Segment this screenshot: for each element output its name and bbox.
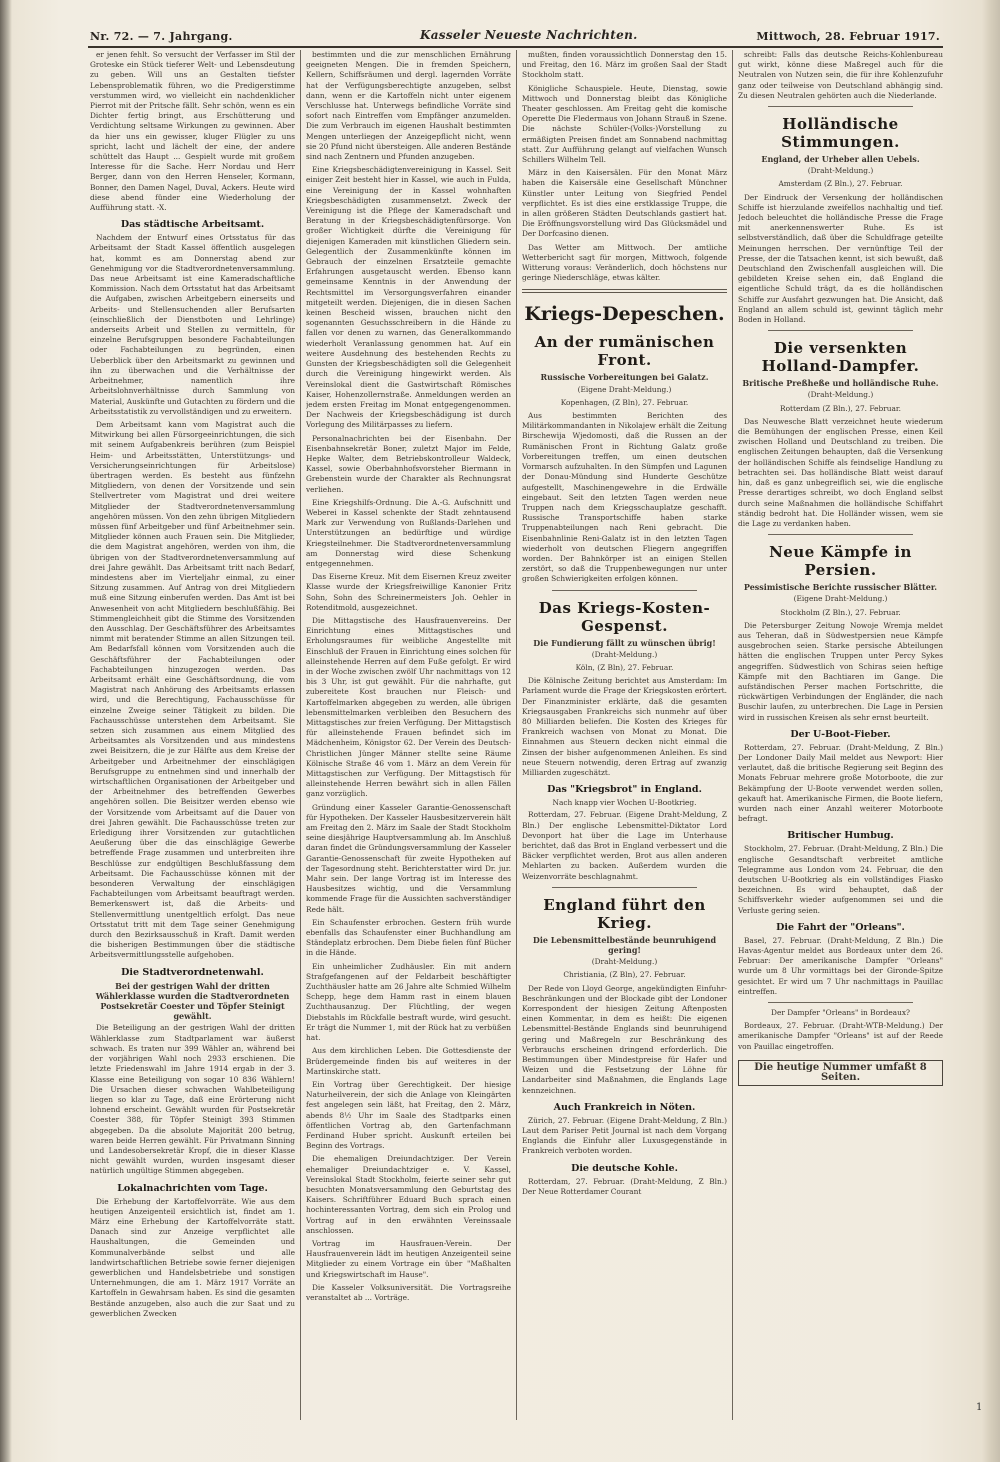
page-count-notice: Die heutige Nummer umfaßt 8 Seiten. [738, 1060, 943, 1086]
article-text: mußten, finden voraussichtlich Donnerstag den 15. und Freitag, den 16. März im großen Saal der Stadt Stockholm statt. [522, 50, 727, 80]
article-text: Ein Vortrag über Gerechtigkeit. Der hiesige Naturheilverein, der sich die Anlage von Kleingärten fest angelegen sein läßt, hat Freitag, den 2. März, abends 8½ Uhr im Saale des Stadtparks einen öffentlichen Vortrag ab, den Gartenfachmann Ferdinand Huber spricht. Auskunft erteilen bei Beginn des Vortrags. [306, 1079, 511, 1151]
divider [768, 534, 913, 535]
dateline: Christiania, (Z Bln), 27. Februar. [563, 970, 686, 980]
dateline: Stockholm (Z Bln.), 27. Februar. [780, 607, 901, 617]
dateline: Kopenhagen, (Z Bln), 27. Februar. [560, 397, 689, 407]
source-line: (Draht-Meldung.) [591, 957, 658, 967]
article-text: Die Erhebung der Kartoffelvorräte. Wie aus dem heutigen Anzeigenteil ersichtlich ist, findet am 1. März eine Erhebung der Kartoffelvorräte statt. Danach sind zur Anzeige verpflichtet alle Haushaltungen, die Gemeinden und Kommunalverbände selbst und alle landwirtschaftlichen Betriebe sowie ferner diejenigen gewerblichen und Handelsbetriebe und sonstigen Unternehmungen, die am 1. März 1917 Vorräte an Kartoffeln in Gewahrsam haben. Es sind die gesamten Bestände anzugeben, also auch die zur Saat und zu gewerblichen Zwecken [90, 1196, 295, 1318]
article-text: Das Neuwesche Blatt verzeichnet heute wiederum die Bemühungen der englischen Presse, einen Keil zwischen Holland und Deutschland zu treiben. Die englischen Zeitungen behaupten, daß die Versenkung der holländischen Schiffe als feindselige Handlung zu betrachten sei. Das holländische Blatt weist darauf hin, daß es ganz unbegreiflich sei, wie die englische Presse derartiges schreibt, wo doch England selbst durch seine Maßnahmen die holländische Schiffahrt ständig bedroht hat. Die Holländer wissen, wem sie die Lage zu verdanken haben. [738, 416, 943, 528]
masthead [90, 28, 940, 46]
column-2 [306, 50, 511, 1430]
page-mark: 1 [976, 1402, 983, 1413]
newspaper-title: Kasseler Neueste Nachrichten. [420, 28, 638, 42]
article-text: Der Rede von Lloyd George, angekündigten Einfuhr-Beschränkungen und der Blockade gibt der Londoner Korrespondent der hiesigen Zeitung Aftenposten einen Kommentar, in dem es heißt: Die eigenen Lebensmittel-Bestände Englands sind beunruhigend gering und Maßregeln zur Beschränkung des Verbrauchs erscheinen dringend erforderlich. Die Bestimmungen über Mindestpreise für Hafer und Weizen und die Festsetzung der Löhne für Landarbeiter sind Maßnahmen, die Englands Lage kennzeichnen. [522, 983, 727, 1095]
article-text: Rotterdam, 27. Februar. (Draht-Meldung, Z Bln.) Der Londoner Daily Mail meldet aus Newport: Hier verlautet, daß die britische Regierung seit Beginn des Monats Februar mehrere große Motorboote, die zur Bekämpfung der U-Boote verwendet werden sollen, gekauft hat. Amerikanische Firmen, die Boote liefern, wurden nach einer Anzahl weiterer Motorboote befragt. [738, 742, 943, 824]
headline-england-krieg: England führt den Krieg. [543, 895, 706, 932]
source-line: (Eigene Draht-Meldung.) [577, 384, 672, 394]
article-text: Aus bestimmten Berichten des Militärkommandanten in Nikolajew erhält die Zeitung Birschewija Wjedomosti, daß die Russen an der Rumänischen Front in Richtung Galatz große Vorbereitungen treffen, um einen deutschen Vormarsch aufzuhalten. In den Sümpfen und Lagunen der Donau-Mündung sind Hunderte Geschütze aufgestellt, Maschinengewehre in die Erdwälle eingebaut. Seit den letzten Tagen werden neue Truppen nach dem Kriegsschauplatze geschafft. Russische Transportschiffe haben starke Truppenabteilungen nach Reni gebracht. Die Eisenbahnlinie Reni-Galatz ist in den letzten Tagen wiederholt von deutschen Fliegern angegriffen worden. Der Bahnkörper ist an einigen Stellen zerstört, so daß die Truppenbewegungen nur unter großen Schwierigkeiten erfolgen können. [522, 411, 727, 584]
masthead-rule [88, 46, 943, 48]
headline-persien: Neue Kämpfe in Persien. [769, 543, 912, 580]
subheadline: Die Lebensmittelbestände beunruhigend gering! [532, 934, 717, 955]
source-line: (Eigene Draht-Meldung.) [793, 594, 888, 604]
subheadline: Bei der gestrigen Wahl der dritten Wählerklasse wurden die Stadtverordneten Postsekretär Coester und Töpfer Steinigt gewählt. [95, 980, 290, 1022]
headline-orleans-bordeaux: Der Dampfer "Orleans" in Bordeaux? [771, 1008, 910, 1018]
page-edge-right [982, 0, 1000, 1462]
headline-holland-dampfer: Die versenkten Holland-Dampfer. [761, 339, 920, 376]
headline-kriegsbrot: Das "Kriegsbrot" in England. [547, 784, 702, 796]
article-text: Die Mittagstische des Hausfrauenvereins. Der Einrichtung eines Mittagstisches und Erholungsraumes für weibliche Angestellte mit Einschluß der Frauen in Einrichtung eines solchen für alleinstehende Herren auf dem Fuße gefolgt. Er wird in der Woche zwischen zwölf Uhr nachmittags von 12 bis 3 Uhr, ist gut gewählt. Für die nahrhafte, gut zubereitete Kost brauchen nur Fleisch- und Kartoffelmarken abgegeben zu werden, alle übrigen lebensmittelmarken verbleiben den Besuchern des Mittagstisches zur freien Verfügung. Der Mittagstisch für alleinstehende Frauen befindet sich im Mädchenheim, Königstor 62. Der Verein des Deutsch-Christlichen Jünger Männer stellte seine Räume Kölnische Straße 46 vom 1. März an dem Verein für Mittagstischen zur Verfügung. Der Mittagstisch für alleinstehende Herren bewährt sich in allen Fällen ganz vorzüglich. [306, 615, 511, 799]
article-text: Die ehemaligen Dreiundachtziger. Der Verein ehemaliger Dreiundachtziger e. V. Kassel, Vereinslokal Stadt Stockholm, feierte seiner sehr gut besuchten Monatsversammlung den Geburtstag des Kaisers. Schriftführer Eduard Buch sprach einen hochinteressanten Vortrag, dem sich ein Prolog und Vortrag auf in den erwähnten Vereinssaale anschlossen. [306, 1154, 511, 1235]
article-text: Dem Arbeitsamt kann vom Magistrat auch die Mitwirkung bei allen Fürsorgeeinrichtungen, die sich mit seinem Aufgabenkreis berühren (zum Beispiel Heim- und Arbeitsstätten, Unterstützungs- und Versicherungseinrichtungen für Arbeitslose) übertragen werden. Es besteht aus fünfzehn Mitgliedern, von denen der Vorsitzende und sein Stellvertreter vom Magistrat und drei weitere Mitglieder der Stadtverordnetenversammlung angehören müssen. Von den zehn übrigen Mitgliedern müssen fünf Arbeitgeber und fünf Arbeitnehmer sein. Mitglieder können auch Frauen sein. Die Mitglieder, die dem Magistrat angehören, werden von ihm, die übrigen von der Stadtverordnetenversammlung auf drei Jahre gewählt. Das Arbeitsamt tritt nach Bedarf, mindestens aber im Vierteljahr einmal, zu einer Sitzung zusammen. Auf Antrag von drei Mitgliedern muß eine Sitzung einberufen werden. Das Amt ist bei Anwesenheit von acht Mitgliedern beschlußfähig. Bei Stimmengleichheit gibt die Stimme des Vorsitzenden den Ausschlag. Der Geschäftsführer des Arbeitsamtes nimmt mit beratender Stimme an allen Sitzungen teil. Am Bedarfsfall können vom Vorsitzenden auch die Geschäftsführer der Fachabteilungen oder Fachabteilungen hinzugezogen werden. Das Arbeitsamt erhält eine Geschäftsordnung, die vom Magistrat nach Anhörung des Arbeitsamts erlassen wird, und die Berechtigung, Fachausschüsse für einzelne Zweige seiner Tätigkeit zu bilden. Die Fachausschüsse unterstehen dem Arbeitsamt. Sie setzen sich zusammen aus einem Mitglied des Arbeitsamtes als Vorsitzenden und aus mindestens zwei Beisitzern, die je zur Hälfte aus dem Kreise der Arbeitgeber und Arbeitnehmer der einschlägigen Berufsgruppe zu entnehmen sind und innerhalb der wirtschaftlichen Organisationen der Arbeitgeber und der Arbeitnehmer des betreffenden Gewerbes angehören sollen. Die Beisitzer werden ebenso wie der Vorsitzende vom Arbeitsamt auf die Dauer von drei Jahren gewählt. Die Fachausschüsse treten zur Erledigung ihrer Vorsitzenden zur gutachtlichen Aeußerung über die das einschlägige Gewerbe betreffende Frage zusammen und unterbreiten ihre Beschlüsse zur endgültigen Beschlußfassung dem Arbeitsamt. Die Fachausschüsse können mit der besonderen Verwaltung der einschlägigen Fachabteilungen vom Arbeitsamt beauftragt werden. Bemerkenswert ist, daß die Arbeits- und Stellenvermittlung unentgeltlich erfolgt. Das neue Ortsstatut tritt mit dem Tage seiner Genehmigung durch den Bezirksausschuß in Kraft. Damit werden die bisherigen Bestimmungen über die städtische Arbeitsvermittlungsstelle aufgehoben. [90, 419, 295, 960]
headline-u-boot-fieber: Der U-Boot-Fieber. [790, 728, 891, 740]
article-text: Rotterdam, 27. Februar. (Draht-Meldung, Z Bln.) Der Neue Rotterdamer Courant [522, 1176, 727, 1196]
divider [768, 106, 913, 107]
article-text: Das Wetter am Mittwoch. Der amtliche Wetterbericht sagt für morgen, Mittwoch, folgende Witterung voraus: Veränderlich, doch höchstens nur geringe Niederschläge, etwas kälter. [522, 242, 727, 283]
subheadline: Die Fundierung fällt zu wünschen übrig! [533, 637, 716, 648]
article-text: Die Kölnische Zeitung berichtet aus Amsterdam: Im Parlament wurde die Frage der Kriegskosten erörtert. Der Finanzminister erklärte, daß die gesamten Kriegsausgaben Frankreichs sich nunmehr auf über 80 Milliarden beliefen. Die Kosten des Krieges für Frankreich wachsen von Monat zu Monat. Die Einnahmen aus Steuern decken nicht einmal die Zinsen der bisher aufgenommenen Anleihen. Es sind neue Steuern notwendig, deren Ertrag auf zwanzig Milliarden zugeschätzt. [522, 676, 727, 777]
subheadline: Nach knapp vier Wochen U-Bootkrieg. [552, 798, 697, 808]
section-divider [522, 289, 727, 293]
source-line: (Draht-Meldung.) [807, 166, 874, 176]
article-text: Aus dem kirchlichen Leben. Die Gottesdienste der Brüdergemeinde finden bis auf weiteres in der Martinskirche statt. [306, 1046, 511, 1076]
article-text: Das Eiserne Kreuz. Mit dem Eisernen Kreuz zweiter Klasse wurde der Kriegsfreiwillige Kanonier Fritz Sohn, Sohn des Schreinermeisters Joh. Oehler in Rotenditmold, ausgezeichnet. [306, 572, 511, 612]
article-text: Die Petersburger Zeitung Nowoje Wremja meldet aus Teheran, daß in Südwestpersien neue Kämpfe ausgebrochen seien. Starke persische Abteilungen hätten die englischen Truppen unter Percy Sykes angegriffen. Südwestlich von Schiras seien heftige Kämpfe mit den Bachtiaren im Gange. Die aufständischen Perser machen Fortschritte, die rückwärtigen Verbindungen der Engländer, die nach Buschir laufen, zu unterbrechen. Die Lage in Persien wird in russischen Kreisen als sehr ernst beurteilt. [738, 620, 943, 722]
headline-orleans: Die Fahrt der "Orleans". [776, 921, 905, 933]
article-text: Eine Kriegsbeschädigtenvereinigung in Kassel. Seit einiger Zeit besteht hier in Kassel, wie auch in Fulda, eine Vereinigung der in Kassel wohnhaften Kriegsbeschädigten zusammensetzt. Zweck der Vereinigung ist die Pflege der Kameradschaft und Beratung in der Kriegsbeschädigtenfürsorge. Von großer Wichtigkeit dürfte die Vereinigung für diejenigen Kameraden mit künstlichen Gliedern sein. Gelegentlich der Zusammenkünfte können im Gebrauch der einzelnen Ersatzteile gemachte Erfahrungen ausgetauscht werden. Ebenso kann gemeinsame Kenntnis in der Anwendung der Rechtsmittel im Versorgungsverfahren einander mitgeteilt werden. Diejenigen, die in diesen Sachen keinen Bescheid wissen, brauchen nicht den sogenannten Gesuchsschreibern in die Hände zu fallen vor denen zu warnen, das Generalkommando wiederholt Veranlassung genommen hat. Auf ein weitere Ausdehnung des bestehenden Rechts zu Gunsten der Kriegsbeschädigten soll die Gelegenheit durch die Vereinigung hingewirkt werden. Als Vereinslokal dient die Gastwirtschaft Römisches Kaiser, Hohenzollernstraße. Anmeldungen werden an jedem ersten Freitag im Monat entgegengenommen. Der Nachweis der Kriegsbeschädigung ist durch Vorlegung des Militärpasses zu liefern. [306, 165, 511, 430]
article-text: Ein unheimlicher Zudhäusler. Ein mit andern Strafgefangenen auf der Feldarbeit beschäftigter Zuchthäusler hatte am 26 Jahre alte Schmied Wilhelm Schepp, hege dem Hamm rast in einem blauen Zuchthausanzug. Der Flüchtling, der wegen Diebstahls im Rückfalle bestraft wurde, wird gesucht. Er trägt die Nummer 1, mit der Rück hat zu verbüßen hat. [306, 961, 511, 1043]
headline-rumaenische-front: An der rumänischen Front. [534, 333, 715, 370]
article-text: Die Kasseler Volksuniversität. Die Vortragsreihe veranstaltet ab ... Vorträge. [306, 1282, 511, 1302]
article-text: Königliche Schauspiele. Heute, Dienstag, sowie Mittwoch und Donnerstag bleibt das Königliche Theater geschlossen. Am Freitag geht die komische Operette Die Fledermaus von Johann Strauß in Szene. Die nächste Schüler-(Volks-)Vorstellung zu ermäßigten Preisen findet am Sonnabend nachmittag statt. Zur Aufführung gelangt auf vielfachen Wunsch Schillers Wilhelm Tell. [522, 83, 727, 165]
article-text: Eine Kriegshilfs-Ordnung. Die A.-G. Aufschnitt und Weberei in Kassel schenkte der Stadt zehntausend Mark zur Verwendung von Rußlands-Darlehen und Unterstützungen an bedürftige und würdige Kriegsteilnehmer. Die Stadtverordnetenversammlung am Donnerstag wird diese Schenkung entgegennehmen. [306, 497, 511, 568]
subheadline: Pessimistische Berichte russischer Blätter. [743, 582, 938, 593]
divider [768, 330, 913, 331]
article-text: Stockholm, 27. Februar. (Draht-Meldung, Z Bln.) Die englische Gesandtschaft verbreitet amtliche Telegramme aus London vom 24. Februar, die den deutschen U-Bootkrieg als ein vollständiges Fiasko bezeichnen. Es wird behauptet, daß der Schiffsverkehr wieder aufgenommen sei und die Verluste gering seien. [738, 844, 943, 915]
source-line: (Draht-Meldung.) [591, 649, 658, 659]
article-text: schreibt: Falls das deutsche Reichs-Kohlenbureau gut wirkt, könne diese Maßregel auch für die Neutralen von Nutzen sein, die für ihre Kohlenzufuhr ganz oder teilweise von Deutschland abhängig sind. Zu diesen Neutralen gehörten auch die Niederlande. [738, 50, 943, 100]
headline-britischer-humbug: Britischer Humbug. [787, 830, 894, 842]
article-text: er jenen fehlt. So versucht der Verfasser im Stil der Groteske ein Stück tieferer Welt- und Lebensdeutung zu geben. Will uns an Gestalten tiefster Lebensproblematik führen, wo die Predigerstimme verstummen wird, wo vielleicht ein nachdenklicher Pierrot mit der Pritsche fällt. Sehr schön, wenn es ein Dichter fertig bringt, aus Erschütterung und Verdichtung seltsame Wirkungen zu gewinnen. Aber da hier uns ein gewisser, kluger Flügler zu uns spricht, lacht und lächelt der eine, der andere schüttelt das Haupt ... Gespielt wurde mit großem Interesse für die Sache. Herr Nordau und Herr Berger, dann von den Herren Henseler, Kormann, Bonner, den Damen Nagel, Duval, Ackers. Heute wird diese abend fünder eine Wiederholung der Aufführung statt. -X. [90, 50, 295, 213]
divider [768, 1002, 913, 1003]
dateline: Amsterdam (Z Bln.), 27. Februar. [778, 179, 903, 189]
article-text: Der Eindruck der Versenkung der holländischen Schiffe ist hierzulande zweifellos nachhaltig und tief. Jedoch beleuchtet die holländische Presse die Frage mit anerkennenswerter Ruhe. Es ist selbstverständlich, daß über die Schuldfrage geteilte Meinungen herrschen. Der vernünftige Teil der Presse, der die Tatsachen kennt, ist sich bewußt, daß Deutschland den Zwischenfall ausgleichen will. Die gebildeten Kreise sehen ein, daß England die eigentliche Schuld trägt, da es die holländischen Schiffe zur Ausfahrt gezwungen hat. Die Ansicht, daß England an allem schuld ist, gewinnt täglich mehr Boden in Holland. [738, 192, 943, 325]
subheadline: Russische Vorbereitungen bei Galatz. [540, 372, 709, 383]
subheadline: England, der Urheber allen Uebels. [761, 154, 920, 165]
article-text: Ein Schaufenster erbrochen. Gestern früh wurde ebenfalls das Schaufenster einer Buchhandlung am Ständeplatz erbrochen. Dem Diebe fielen fünf Bücher in die Hände. [306, 917, 511, 958]
article-text: März in den Kaisersälen. Für den Monat März haben die Kaisersäle eine Gesellschaft Münchner Künstler unter Leitung von Siegfried Pendel verpflichtet. Es ist dies eine erstklassige Truppe, die in allen größeren Städten Deutschlands gastiert hat. Die Eröffnungsvorstellung wird Das Glücksmädel und Der Dorfcasino dienen. [522, 168, 727, 239]
article-text: Vortrag im Hausfrauen-Verein. Der Hausfrauenverein lädt im heutigen Anzeigenteil seine Mitglieder zu einem Vortrage ein über "Maßhalten und Kriegswirtschaft im Hause". [306, 1238, 511, 1279]
subheadline: Britische Preßheße und holländische Ruhe. [742, 378, 939, 389]
headline-frankreich: Auch Frankreich in Nöten. [553, 1101, 696, 1113]
column-rule [300, 50, 301, 1420]
article-text: Bordeaux, 27. Februar. (Draht-WTB-Meldung.) Der amerikanische Dampfer "Orleans" ist auf der Reede von Pauillac eingetroffen. [738, 1021, 943, 1051]
headline-hollaendische-stimmungen: Holländische Stimmungen. [781, 115, 900, 152]
column-4 [738, 50, 943, 1430]
column-rule [732, 50, 733, 1420]
article-text: Gründung einer Kasseler Garantie-Genossenschaft für Hypotheken. Der Kasseler Hausbesitzerverein hält am Freitag den 2. März im Saale der Stadt Stockholm seine diesjährige Hauptversammlung ab. Im Anschluß daran findet die Gründungsversammlung der Kasseler Garantie-Genossenschaft für zweite Hypotheken auf der Tagesordnung steht. Berichterstatter wird Dr. jur. Mahr sein. Der lange Vortrag ist im Interesse des Hausbesitzes wichtig, und die Versammlung kommende Frage für die Aussichten sachverständiger Rede hält. [306, 802, 511, 914]
headline-deutsche-kohle: Die deutsche Kohle. [571, 1162, 678, 1174]
divider [552, 887, 697, 888]
article-text: Nachdem der Entwurf eines Ortsstatus für das Arbeitsamt der Stadt Kassel öffentlich ausgelegen hat, kommt es am Donnerstag abend zur Genehmigung vor die Stadtverordnetenversammlung. Das neue Arbeitsamt ist eine Kameradschaftliche Kommission. Nach dem Ortsstatut hat das Arbeitsamt die Aufgaben, zwischen Arbeitgebern einerseits und Arbeits- und Stellensuchenden aller Berufsarten (einschließlich der Dienstboten und Lehrlinge) anderseits Arbeit und Stellen zu vermitteln, für einzelne Berufsgruppen besondere Fachabteilungen oder Fachabteilungen zu begründen, einen Ueberblick über den Arbeitsmarkt zu gewinnen und ihn zu überwachen und die Verhältnisse der Arbeitnehmer, namentlich ihre Arbeitslohnverhältnisse durch Sammlung von Material, Auskünfte und Gutachten zu fördern und die Arbeitsstatistik zu vervollständigen und zu erweitern. [90, 233, 295, 416]
column-rule [516, 50, 517, 1420]
article-text: Basel, 27. Februar. (Draht-Meldung, Z Bln.) Die Havas-Agentur meldet aus Bordeaux unter dem 26. Februar: Der amerikanische Dampfer "Orleans" wurde um 8 Uhr vormittags bei der Gironde-Spitze gesichtet. Er wird um 7 Uhr nachmittags in Pauillac eintreffen. [738, 935, 943, 996]
article-text: Die Beteiligung an der gestrigen Wahl der dritten Wählerklasse zum Stadtparlament war äußerst schwach. Es traten nur 399 Wähler an, während bei der vorjährigen Wahl noch 2933 erschienen. Die letzte Friedenswahl im Jahre 1914 ergab in der 3. Klasse eine Beteiligung von sogar 10 836 Wählern! Die Ursachen dieser schwachen Wahlbeteiligung liegen so klar zu Tage, daß eine Erörterung nicht lohnend erscheint. Gewählt wurden für Postsekretär Coester 388, für Töpfer Steinigt 393 Stimmen abgegeben. Da die absolute Majorität 200 betrug, waren beide Herren gewählt. Für Privatmann Sinning und Landesobersekretär Kropf, die in dieser Klasse nicht gewählt wurden, wurden insgesamt dieser natürlich ungültige Stimmen abgegeben. [90, 1023, 295, 1176]
issue-date: Mittwoch, 28. Februar 1917. [756, 30, 940, 43]
page-edge-left [0, 0, 12, 1462]
article-text: Rotterdam, 27. Februar. (Eigene Draht-Meldung, Z Bln.) Der englische Lebensmittel-Diktator Lord Devonport hat über die Lage im Unterhause berichtet, daß das Brot in England verbessert und die Bäcker verpflichtet werden, Brot aus allen anderen Mehlarten zu backen. Außerdem wurden die Weizenvorräte beschlagnahmt. [522, 810, 727, 881]
article-text: bestimmten und die zur menschlichen Ernährung geeigneten Mengen. Die in fremden Speichern, Kellern, Schiffsräumen und dergl. lagernden Vorräte hat der Verfügungsberechtigte anzugeben, selbst dann, wenn er die Kartoffeln nicht unter eigenem Verschlusse hat. Unterwegs befindliche Vorräte sind sofort nach Eintreffen vom Empfänger anzumelden. Die zum Verbrauch im eigenen Haushalt bestimmten Mengen unterliegen der Anzeigepflicht nicht, wenn sie 20 Pfund nicht übersteigen. Alle anderen Bestände sind nach Zentnern und Pfunden anzugeben. [306, 50, 511, 162]
headline-kriegskosten: Das Kriegs-Kosten-Gespenst. [538, 598, 711, 635]
article-text: Personalnachrichten bei der Eisenbahn. Der Eisenbahnsekretär Boner, zuletzt Major im Felde, Hepke Walter, dem Betriebskontrolleur Waldeck, Kassel, sowie Oberbahnhofsvorsteher Biermann in Grebenstein wurde der Charakter als Rechnungsrat verliehen. [306, 433, 511, 494]
source-line: (Draht-Meldung.) [807, 390, 874, 400]
headline-arbeitsamt: Das städtische Arbeitsamt. [120, 219, 265, 231]
issue-number: Nr. 72. — 7. Jahrgang. [90, 30, 233, 43]
headline-stadtverordnetenwahl: Die Stadtverordnetenwahl. [121, 966, 264, 978]
column-1 [90, 50, 295, 1430]
dateline: Rotterdam (Z Bln.), 27. Februar. [780, 403, 901, 413]
dateline: Köln, (Z Bln), 27. Februar. [575, 662, 674, 672]
headline-lokalnachrichten: Lokalnachrichten vom Tage. [117, 1182, 268, 1194]
headline-kriegs-depeschen: Kriegs-Depeschen. [524, 303, 725, 326]
divider [552, 590, 697, 591]
column-3 [522, 50, 727, 1430]
article-text: Zürich, 27. Februar. (Eigene Draht-Meldung, Z Bln.) Laut dem Pariser Petit Journal ist nach dem Vorgang Englands die Einfuhr aller Luxusgegenstände in Frankreich verboten worden. [522, 1115, 727, 1156]
